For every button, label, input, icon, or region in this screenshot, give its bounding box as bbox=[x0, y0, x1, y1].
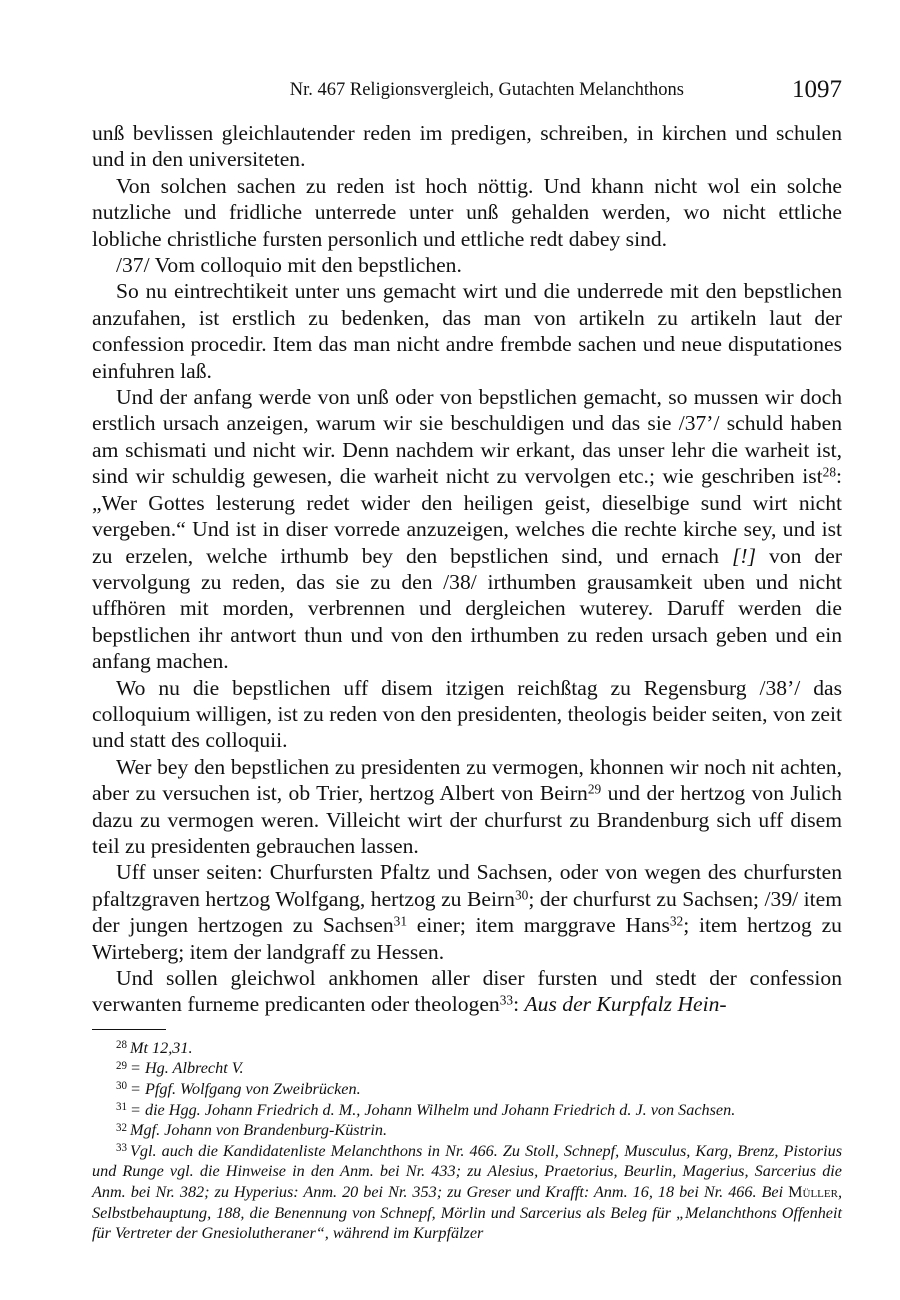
text-run: Wo nu die bepstlichen uff disem itzigen reichßtag zu Regensburg /38’/ das colloquium willigen, ist zu reden von den presidenten, theologis beider seiten, von zeit und statt des colloquii. bbox=[92, 675, 842, 753]
text-run: Uff unser seiten: Churfursten Pfaltz und Sachsen, oder von wegen des churfursten pfaltzgraven hertzog Wolfgang, hertzog zu Beirn bbox=[92, 860, 842, 911]
paragraph bbox=[92, 859, 842, 965]
footnote-number: 33 bbox=[116, 1142, 127, 1155]
text-run: Von solchen sachen zu reden ist hoch nöttig. Und khann nicht wol ein solche nutzliche und fridliche unterrede unter unß gehalden werden, wo nicht ettliche lobliche christliche fursten personlich und ettliche redt dabey sind. bbox=[92, 173, 842, 251]
text-run: und der hertzog von Julich dazu zu vermogen weren. Villeicht wirt der churfurst zu Brandenburg sich uff disem teil zu presidenten gebrauchen lassen. bbox=[92, 781, 842, 858]
footnote-number: 29 bbox=[116, 1059, 127, 1072]
footnote-ref: 32 bbox=[669, 913, 684, 929]
paragraph bbox=[92, 965, 842, 1018]
footnote bbox=[92, 1141, 842, 1244]
footnote bbox=[92, 1038, 842, 1059]
paragraph bbox=[92, 278, 842, 384]
paragraph bbox=[92, 384, 842, 674]
footnote-number: 31 bbox=[116, 1100, 127, 1113]
footnote bbox=[92, 1058, 842, 1079]
footnote-rule bbox=[92, 1029, 166, 1030]
paragraph bbox=[92, 120, 842, 173]
text-run: = Hg. Albrecht V. bbox=[130, 1059, 244, 1078]
footnote-ref: 31 bbox=[393, 913, 407, 929]
document-page bbox=[92, 78, 842, 1244]
text-run: = die Hgg. Johann Friedrich d. M., Johann Wilhelm und Johann Friedrich d. J. von Sachsen. bbox=[130, 1100, 736, 1119]
running-title: Nr. 467 Religionsvergleich, Gutachten Melanchthons bbox=[289, 80, 684, 100]
main-text bbox=[92, 120, 842, 1018]
text-run: unß bevlissen gleichlautender reden im predigen, schreiben, in kirchen und schulen und in den universiteten. bbox=[92, 121, 842, 172]
page-number: 1097 bbox=[792, 76, 842, 103]
footnote-ref: 28 bbox=[822, 464, 836, 480]
footnote bbox=[92, 1120, 842, 1141]
text-run: /37/ Vom colloquio mit den bepstlichen. bbox=[116, 253, 462, 278]
paragraph bbox=[92, 754, 842, 860]
italic-text: [!] bbox=[731, 543, 756, 568]
paragraph bbox=[92, 252, 842, 278]
text-run: Und der anfang werde von unß oder von bepstlichen gemacht, so mussen wir doch erstlich ursach anzeigen, warum wir sie beschuldigen und das sie /37’/ schuld haben am schismati und nicht wir. Denn nachdem wir erkant, das unser lehr die warheit ist, sind wir schuldig gewesen, die warheit nicht zu vervolgen etc.; wie geschriben ist bbox=[92, 385, 842, 489]
footnote bbox=[92, 1079, 842, 1100]
text-run: Mt 12,31. bbox=[130, 1038, 193, 1057]
footnotes bbox=[92, 1038, 842, 1244]
text-run: : bbox=[513, 992, 525, 1017]
text-run: : „Wer Gottes lesterung redet wider den heiligen geist, dieselbige sund wirt nicht vergeben.“ Und ist in diser vorrede anzuzeigen, welches die rechte kirche sey, und ist zu erzelen, welche irthumb bey den bepstlichen sind, und ernach bbox=[92, 464, 842, 568]
text-run: = Pfgf. Wolfgang von Zweibrücken. bbox=[130, 1080, 361, 1098]
text-run: ; der churfurst zu Sachsen; /39/ item der jungen hertzogen zu Sachsen bbox=[92, 886, 843, 938]
footnote bbox=[92, 1100, 842, 1121]
paragraph bbox=[92, 675, 842, 754]
footnote-ref: 29 bbox=[587, 781, 602, 797]
footnote-number: 30 bbox=[116, 1080, 127, 1093]
footnote-ref: 30 bbox=[514, 887, 529, 903]
footnote-ref: 33 bbox=[499, 992, 514, 1008]
text-run: einer; item marggrave Hans bbox=[407, 913, 670, 938]
text-run: Und sollen gleichwol ankhomen aller diser fursten und stedt der confession verwanten furneme predicanten oder theologen bbox=[92, 966, 842, 1017]
text-run: Wer bey den bepstlichen zu presidenten zu vermogen, khonnen wir noch nit achten, aber zu versuchen ist, ob Trier, hertzog Albert von Beirn bbox=[92, 754, 842, 806]
footnote-number: 28 bbox=[116, 1039, 127, 1052]
paragraph bbox=[92, 173, 842, 252]
text-run: , Selbstbehauptung, 188, die Benennung von Schnepf, Mörlin und Sarcerius als Beleg für „Melanchthons Offenheit für Vertreter der Gnesiolutheraner“, während im Kurpfälzer bbox=[92, 1182, 842, 1243]
text-run: Vgl. auch die Kandidatenliste Melanchthons in Nr. 466. Zu Stoll, Schnepf, Musculus, Karg, Brenz, Pistorius und Runge vgl. die Hinweise in den Anm. bei Nr. 433; zu Alesius, Praetorius, Beurlin, Magerius, Sarcerius die Anm. bei Nr. 382; zu Hyperius: Anm. 20 bei Nr. 353; zu Greser und Krafft: Anm. 16, 18 bei Nr. 466. Bei bbox=[92, 1141, 842, 1201]
text-run: von der vervolgung zu reden, das sie zu den /38/ irthumben grausamkeit uben und nicht uffhören mit morden, verbrennen und dergleichen wuterey. Daruff werden die bepstlichen ihr antwort thun und von den irthumben zu reden ursach geben und ein anfang machen. bbox=[92, 543, 842, 674]
footnote-number: 32 bbox=[116, 1121, 127, 1134]
text-run: So nu eintrechtikeit unter uns gemacht wirt und die underrede mit den bepstlichen anzufahen, ist erstlich zu bedenken, das man von artikeln zu artikeln laut der confession procedir. Item das man nicht andre frembde sachen und neue disputationes einfuhren laß. bbox=[92, 279, 842, 383]
text-run: Mgf. Johann von Brandenburg-Küstrin. bbox=[130, 1121, 388, 1140]
running-header bbox=[92, 78, 842, 110]
text-run: ; item hertzog zu Wirteberg; item der landgraff zu Hessen. bbox=[92, 913, 842, 964]
author-name: Müller bbox=[788, 1182, 838, 1201]
italic-text: Aus der Kurpfalz Hein- bbox=[524, 992, 727, 1017]
